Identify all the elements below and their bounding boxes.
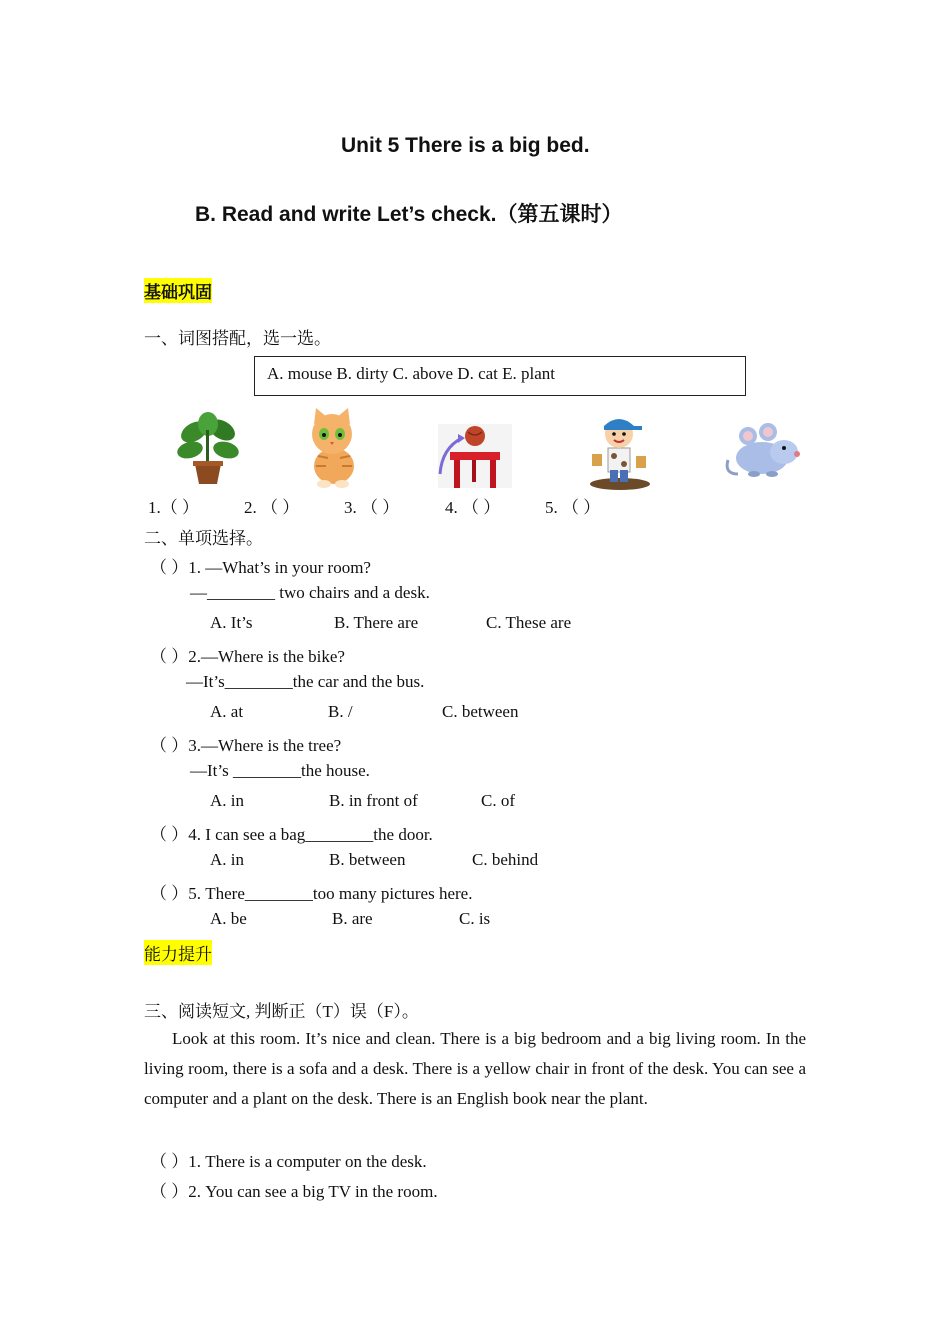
word-bank-box <box>254 356 746 396</box>
part1-blank-5[interactable]: 5. （ ） <box>545 498 601 517</box>
question-3-option-b: B. in front of <box>329 791 418 810</box>
dirty-boy-icon <box>586 410 652 490</box>
question-1-answer-line: —________ two chairs and a desk. <box>190 583 430 602</box>
section-advanced-label: 能力提升 <box>144 940 212 965</box>
question-2-option-c: C. between <box>442 702 519 721</box>
reading-passage-text: Look at this room. It’s nice and clean. There is a big bedroom and a big living room. In the living room, there is a sofa and a desk. There is a yellow chair in front of the desk. You can see a computer and a plant on the desk. There is an English book near the plant. <box>144 1029 806 1108</box>
question-2-answer-line: —It’s________the car and the bus. <box>186 672 425 691</box>
question-1-stem: （ ）1. —What’s in your room? <box>150 558 371 577</box>
question-3-stem: （ ）3.—Where is the tree? <box>150 736 342 755</box>
part3-heading: 三、阅读短文, 判断正（T）误（F）。 <box>144 1002 419 1021</box>
word-bank-text: A. mouse B. dirty C. above D. cat E. plant <box>267 364 556 383</box>
question-2-option-a: A. at <box>210 702 244 721</box>
cat-icon <box>300 406 364 488</box>
part1-blank-3[interactable]: 3. （ ） <box>344 498 400 517</box>
question-1-option-a: A. It’s <box>210 613 253 632</box>
part1-blank-2[interactable]: 2. （ ） <box>244 498 300 517</box>
question-4-option-a: A. in <box>210 850 244 869</box>
question-3-option-c: C. of <box>481 791 515 810</box>
question-2-option-b: B. / <box>328 702 353 721</box>
question-3-option-a: A. in <box>210 791 244 810</box>
reading-passage <box>144 1024 806 1114</box>
part1-blank-1[interactable]: 1.（ ） <box>148 498 199 517</box>
part2-heading: 二、单项选择。 <box>144 529 263 548</box>
judge-statement-1: （ ）1. There is a computer on the desk. <box>150 1152 427 1171</box>
question-5-stem: （ ）5. There________too many pictures here. <box>150 884 473 903</box>
page-subtitle: B. Read and write Let’s check.（第五课时） <box>195 203 623 226</box>
question-1-option-b: B. There are <box>334 613 419 632</box>
question-5-option-b: B. are <box>332 909 373 928</box>
question-5-option-c: C. is <box>459 909 491 928</box>
question-4-option-b: B. between <box>329 850 406 869</box>
mouse-icon <box>724 420 802 480</box>
page-title: Unit 5 There is a big bed. <box>341 134 590 157</box>
part1-heading: 一、词图搭配，选一选。 <box>144 329 331 348</box>
question-1-option-c: C. These are <box>486 613 572 632</box>
part1-blank-4[interactable]: 4. （ ） <box>445 498 501 517</box>
plant-icon <box>176 410 240 486</box>
question-4-option-c: C. behind <box>472 850 539 869</box>
judge-statement-2: （ ）2. You can see a big TV in the room. <box>150 1182 438 1201</box>
ball-above-stool-icon <box>432 422 514 490</box>
question-4-stem: （ ）4. I can see a bag________the door. <box>150 825 433 844</box>
question-5-option-a: A. be <box>210 909 247 928</box>
section-basic-label: 基础巩固 <box>144 278 212 303</box>
question-3-answer-line: —It’s ________the house. <box>190 761 370 780</box>
question-2-stem: （ ）2.—Where is the bike? <box>150 647 345 666</box>
